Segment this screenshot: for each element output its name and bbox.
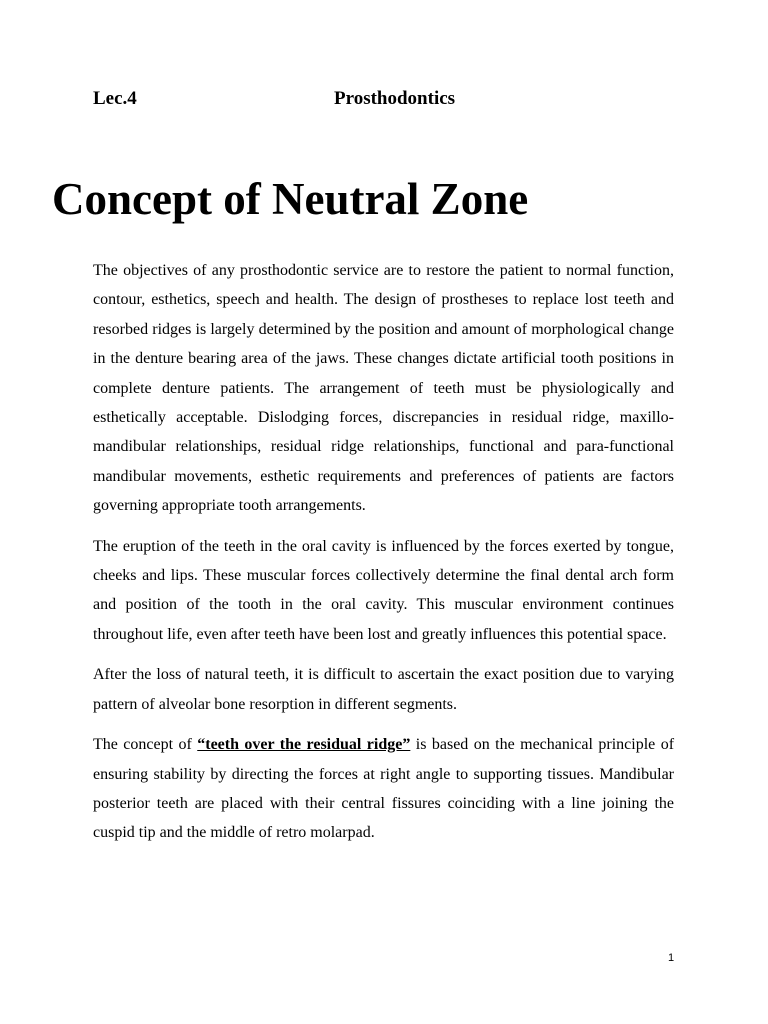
paragraph-concept-lead: The concept of <box>93 736 198 754</box>
paragraph-objectives: The objectives of any prosthodontic service are to restore the patient to normal function, contour, esthetics, speech and health. The design of prostheses to replace lost teeth and resorbed ridges is largely determined by the position and amount of morphological change in the denture bearing area of the jaws. These changes dictate artificial tooth positions in complete denture patients. The arrangement of teeth must be physiologically and esthetically acceptable. Dislodging forces, discrepancies in residual ridge, maxillo-mandibular relationships, residual ridge relationships, functional and para-functional mandibular movements, esthetic requirements and preferences of patients are factors governing appropriate tooth arrangements. <box>93 262 674 515</box>
paragraph-eruption: The eruption of the teeth in the oral cavity is influenced by the forces exerted by tongue, cheeks and lips. These muscular forces collectively determine the final dental arch form and position of the tooth in the oral cavity. This muscular environment continues throughout life, even after teeth have been lost and greatly influences this potential space. <box>93 537 674 643</box>
paragraph-tooth-loss: After the loss of natural teeth, it is difficult to ascertain the exact position due to varying pattern of alveolar bone resorption in different segments. <box>93 666 674 713</box>
paragraph-concept-rest: is based on the mechanical principle of ensuring stability by directing the forces at right angle to supporting tissues. Mandibular posterior teeth are placed with their central fissures coinciding with a line joining the cuspid tip and the middle of retro molarpad. <box>93 736 675 842</box>
page-header <box>93 88 693 114</box>
body-text <box>93 256 674 848</box>
page-title: Concept of Neutral Zone <box>52 174 529 224</box>
lecture-number: Lec.4 <box>93 88 137 109</box>
subject-title: Prosthodontics <box>334 88 456 109</box>
emphasized-term: “teeth over the residual ridge” <box>197 736 411 754</box>
paragraph-concept <box>93 730 674 848</box>
page-number: 1 <box>668 952 675 964</box>
